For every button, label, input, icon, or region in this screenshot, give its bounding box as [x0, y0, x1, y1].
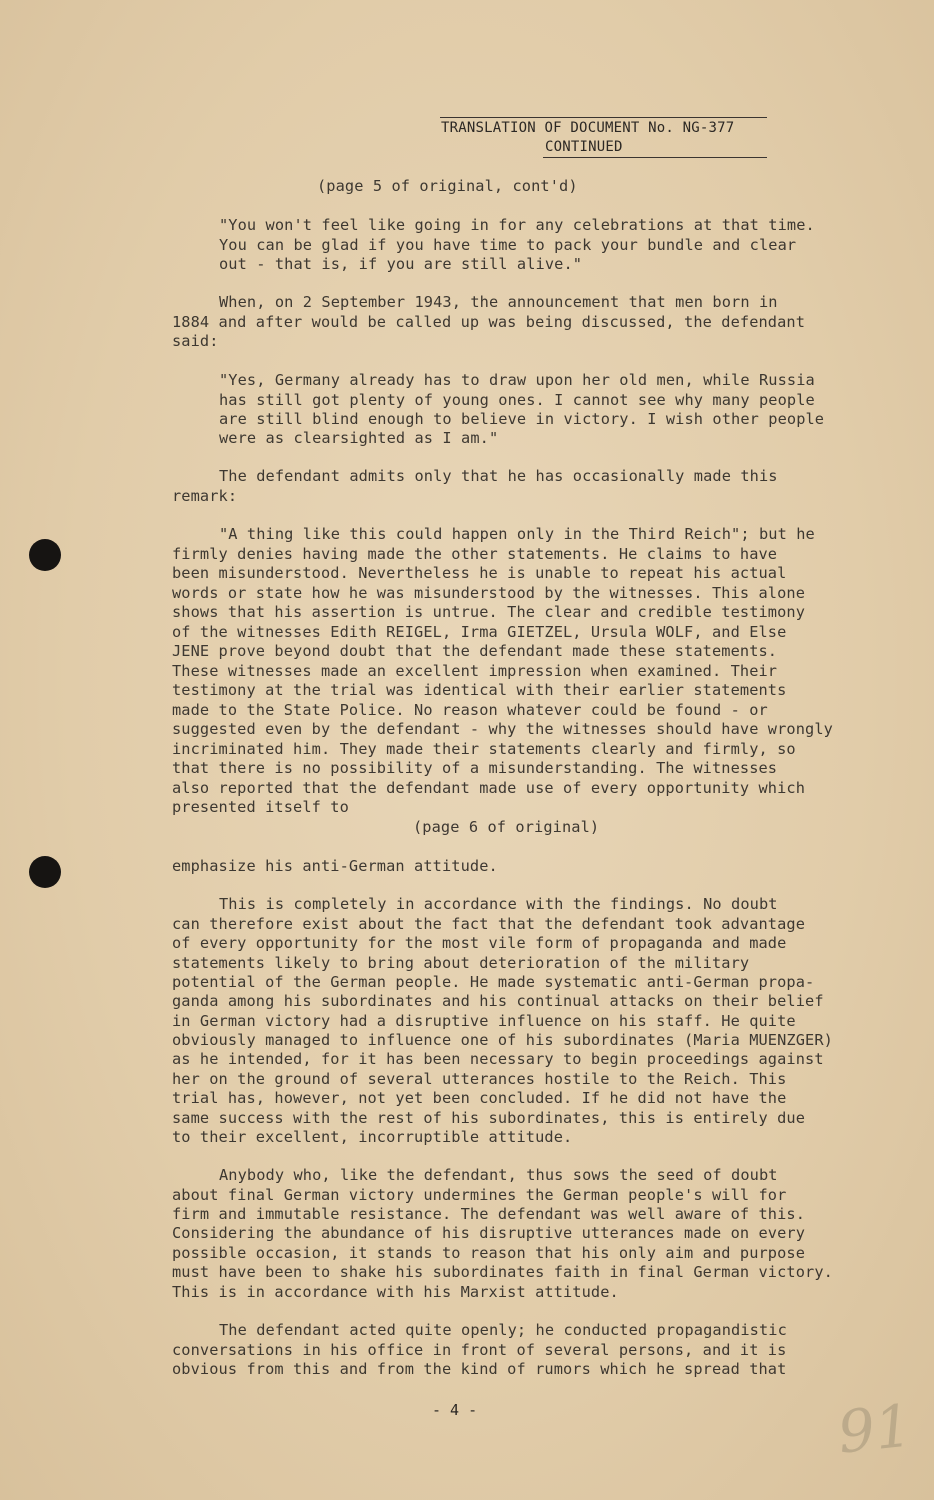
text-line: This is completely in accordance with the findings. No doubt	[219, 895, 778, 913]
text-line: been misunderstood. Nevertheless he is unable to repeat his actual	[172, 564, 787, 582]
text-line: suggested even by the defendant - why the witnesses should have wrongly	[172, 720, 833, 738]
quote-line: has still got plenty of young ones. I cannot see why many people	[219, 391, 815, 409]
quote-line: out - that is, if you are still alive."	[219, 255, 583, 273]
text-line: JENE prove beyond doubt that the defendant made these statements.	[172, 642, 778, 660]
quote-line: "Yes, Germany already has to draw upon her old men, while Russia	[219, 371, 815, 389]
header-rule-top	[440, 117, 767, 118]
document-subtitle: CONTINUED	[545, 139, 623, 155]
page-number: - 4 -	[432, 1401, 478, 1419]
text-line: obvious from this and from the kind of rumors which he spread that	[172, 1360, 787, 1378]
quote-line: You can be glad if you have time to pack your bundle and clear	[219, 236, 797, 254]
text-line: must have been to shake his subordinates faith in final German victory.	[172, 1263, 833, 1281]
page-note: (page 6 of original)	[413, 818, 600, 836]
text-line: This is in accordance with his Marxist attitude.	[172, 1283, 619, 1301]
document-title: TRANSLATION OF DOCUMENT No. NG-377	[441, 120, 735, 136]
text-line: can therefore exist about the fact that the defendant took advantage	[172, 915, 806, 933]
text-line: as he intended, for it has been necessary to begin proceedings against	[172, 1050, 824, 1068]
text-line: The defendant acted quite openly; he conducted propagandistic	[219, 1321, 787, 1339]
handwritten-page-number: 91	[834, 1391, 916, 1467]
text-line: testimony at the trial was identical with their earlier statements	[172, 681, 787, 699]
text-line: Anybody who, like the defendant, thus sows the seed of doubt	[219, 1166, 778, 1184]
text-line: to their excellent, incorruptible attitude.	[172, 1128, 573, 1146]
text-line: also reported that the defendant made use of every opportunity which	[172, 779, 806, 797]
text-line: firm and immutable resistance. The defendant was well aware of this.	[172, 1205, 806, 1223]
text-line: words or state how he was misunderstood by the witnesses. This alone	[172, 584, 806, 602]
text-line: Considering the abundance of his disruptive utterances made on every	[172, 1224, 806, 1242]
quote-line: were as clearsighted as I am."	[219, 429, 499, 447]
header-rule-bottom	[543, 157, 767, 158]
text-line: emphasize his anti-German attitude.	[172, 857, 498, 875]
text-line: made to the State Police. No reason whatever could be found - or	[172, 701, 768, 719]
text-line: that there is no possibility of a misunderstanding. The witnesses	[172, 759, 778, 777]
text-line: presented itself to	[172, 798, 349, 816]
text-line: of the witnesses Edith REIGEL, Irma GIETZEL, Ursula WOLF, and Else	[172, 623, 787, 641]
text-line: ganda among his subordinates and his continual attacks on their belief	[172, 992, 824, 1010]
text-line: her on the ground of several utterances hostile to the Reich. This	[172, 1070, 787, 1088]
text-line: about final German victory undermines the German people's will for	[172, 1186, 787, 1204]
text-line: trial has, however, not yet been concluded. If he did not have the	[172, 1089, 787, 1107]
punch-hole	[29, 856, 61, 888]
text-line: firmly denies having made the other statements. He claims to have	[172, 545, 778, 563]
page-note: (page 5 of original, cont'd)	[317, 177, 578, 195]
text-line: "A thing like this could happen only in the Third Reich"; but he	[219, 525, 815, 543]
text-line: The defendant admits only that he has occasionally made this	[219, 467, 778, 485]
text-line: same success with the rest of his subordinates, this is entirely due	[172, 1109, 806, 1127]
text-line: potential of the German people. He made systematic anti-German propa-	[172, 973, 815, 991]
quote-line: are still blind enough to believe in victory. I wish other people	[219, 410, 825, 428]
text-line: shows that his assertion is untrue. The clear and credible testimony	[172, 603, 806, 621]
punch-hole	[29, 539, 61, 571]
text-line: of every opportunity for the most vile form of propaganda and made	[172, 934, 787, 952]
text-line: obviously managed to influence one of his subordinates (Maria MUENZGER)	[172, 1031, 833, 1049]
text-line: in German victory had a disruptive influence on his staff. He quite	[172, 1012, 796, 1030]
text-line: remark:	[172, 487, 238, 505]
text-line: conversations in his office in front of several persons, and it is	[172, 1341, 787, 1359]
text-line: said:	[172, 332, 219, 350]
text-line: possible occasion, it stands to reason that his only aim and purpose	[172, 1244, 806, 1262]
text-line: incriminated him. They made their statements clearly and firmly, so	[172, 740, 796, 758]
text-line: statements likely to bring about deterioration of the military	[172, 954, 750, 972]
text-line: These witnesses made an excellent impression when examined. Their	[172, 662, 778, 680]
text-line: When, on 2 September 1943, the announcement that men born in	[219, 293, 778, 311]
quote-line: "You won't feel like going in for any celebrations at that time.	[219, 216, 815, 234]
text-line: 1884 and after would be called up was being discussed, the defendant	[172, 313, 806, 331]
